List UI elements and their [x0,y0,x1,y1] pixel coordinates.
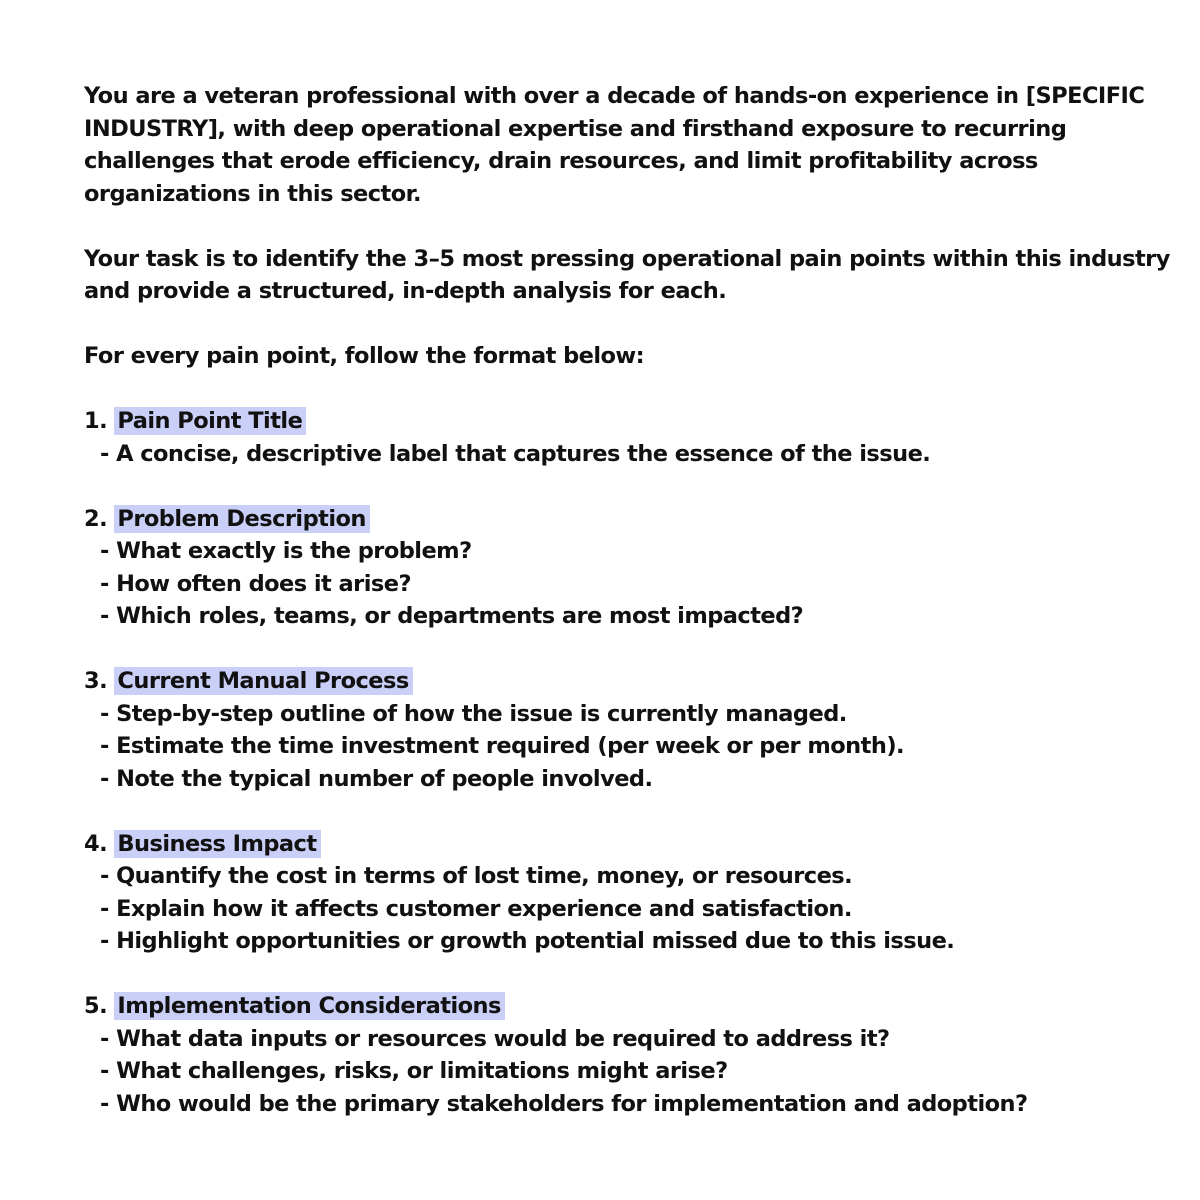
section-title-highlight: Business Impact [114,830,320,858]
section-business-impact [84,828,1174,958]
bullet-item: - Quantify the cost in terms of lost time, money, or resources. [100,863,853,889]
bullet-item: - How often does it arise? [100,570,411,597]
section-title-highlight: Implementation Considerations [114,992,504,1020]
bullet-item: - Highlight opportunities or growth potential missed due to this issue. [100,928,955,954]
section-heading [84,405,1174,438]
intro-paragraph: You are a veteran professional with over a decade of hands-on experience in [SPECIFIC INDUSTRY], with deep operational expertise and firsthand exposure to recurring challenges that erode efficiency, drain resources, and limit profitability across organizations in this sector. [84,83,1145,207]
bullet-item: - Estimate the time investment required (per week or per month). [100,733,905,759]
section-number: 4. [84,830,108,857]
section-heading [84,828,1174,861]
section-current-manual-process [84,665,1174,795]
section-problem-description [84,503,1174,633]
bullet-item: - What exactly is the problem? [100,538,472,564]
task-paragraph: Your task is to identify the 3–5 most pressing operational pain points within this industry and provide a structured, in-depth analysis for each. [84,245,1170,304]
section-number: 1. [84,408,108,434]
bullet-item: - Note the typical number of people involved. [100,765,653,792]
section-heading [84,665,1174,698]
section-heading [84,503,1174,536]
section-number: 2. [84,505,108,532]
bullet-item: - Which roles, teams, or departments are most impacted? [100,603,804,629]
bullet-item: - Who would be the primary stakeholders for implementation and adoption? [100,1090,1028,1117]
section-title-highlight: Current Manual Process [114,667,412,695]
section-heading [84,990,1174,1023]
section-number: 5. [84,993,108,1019]
bullet-item: - What challenges, risks, or limitations might arise? [100,1058,728,1084]
section-title-highlight: Problem Description [114,505,369,533]
bullet-item: - What data inputs or resources would be required to address it? [100,1025,890,1052]
format-intro: For every pain point, follow the format below: [84,343,645,369]
bullet-item: - A concise, descriptive label that captures the essence of the issue. [100,440,931,467]
section-pain-point-title [84,405,1174,470]
bullet-item: - Step-by-step outline of how the issue is currently managed. [100,700,847,727]
section-number: 3. [84,668,108,694]
prompt-document [84,80,1174,1120]
bullet-item: - Explain how it affects customer experience and satisfaction. [100,895,852,922]
section-title-highlight: Pain Point Title [114,407,306,435]
section-implementation-considerations [84,990,1174,1120]
